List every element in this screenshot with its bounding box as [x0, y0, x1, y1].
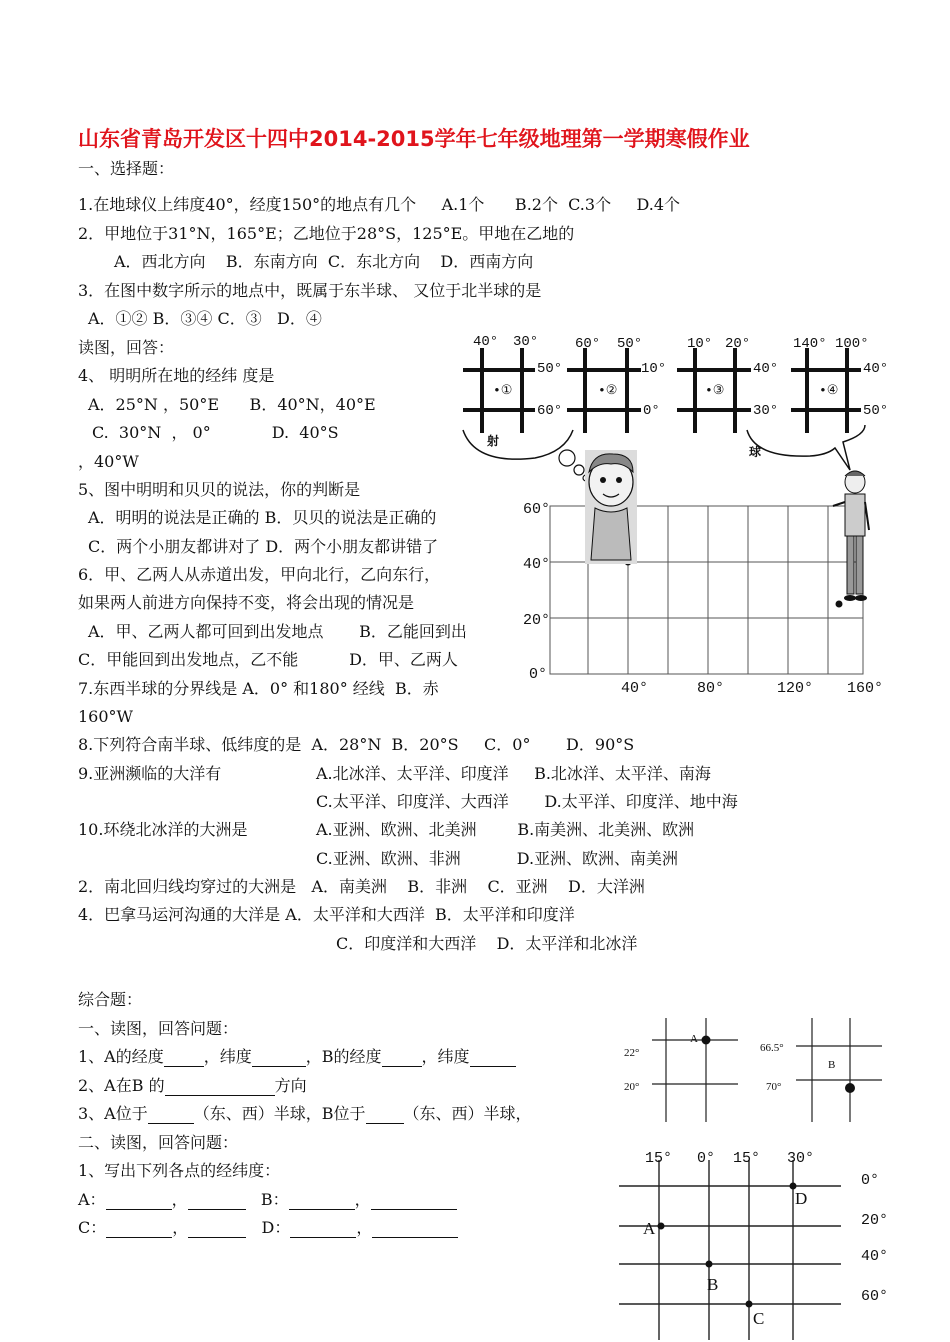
abcd-right-label: 20°	[861, 1212, 889, 1229]
grid-b-lat-label: 70°	[766, 1081, 782, 1093]
grid-1	[463, 334, 562, 433]
answer-blank[interactable]	[289, 1193, 355, 1210]
part2-heading: 二、读图，回答问题：	[78, 1133, 239, 1152]
abcd-grid-figure	[615, 1142, 890, 1340]
part1-q3: 3、A位于 （东、西）半球，B位于 （东、西）半球，	[78, 1104, 532, 1123]
point-c-label: C	[753, 1309, 765, 1328]
grid-2-top-label: 50°	[617, 336, 643, 352]
question-6-options-ab: A．甲、乙两人都可回到出发地点 B．乙能回到出	[88, 622, 467, 641]
thought-circle	[574, 465, 584, 475]
grid-4-point: •④	[819, 383, 839, 398]
point-a-label: A	[690, 1033, 698, 1045]
chart-y-label: 40°	[523, 556, 551, 573]
section-heading: 一、选择题：	[78, 159, 175, 178]
grid-1-top-label: 30°	[513, 334, 539, 350]
question-1: 1.在地球仪上纬度40°，经度150°的地点有几个 A.1个 B.2个 C.3个 D.4个	[78, 195, 681, 214]
point-a-label: A	[643, 1219, 656, 1238]
answer-row-ab: A： ， B： ，	[78, 1190, 457, 1210]
chart-y-label: 60°	[523, 501, 551, 518]
grid-3-top-label: 10°	[687, 336, 713, 352]
bubble-left	[463, 430, 573, 459]
thought-circle	[559, 450, 575, 466]
grid-2-right-label: 10°	[641, 361, 667, 377]
part1-q1: 1、A的经度 ，纬度 ，B的经度 ，纬度	[78, 1047, 516, 1067]
answer-blank[interactable]	[106, 1193, 172, 1210]
abcd-right-label: 60°	[861, 1288, 889, 1305]
grid-4-top-label: 140°	[793, 336, 827, 352]
grid-1-top-label: 40°	[473, 334, 499, 350]
abcd-top-label: 30°	[787, 1150, 815, 1167]
beibei-point	[836, 601, 843, 608]
grid-4-right-label: 40°	[863, 361, 889, 377]
question-10: 10.环绕北冰洋的大洲是	[78, 820, 248, 839]
beibei-illustration	[833, 471, 869, 601]
question-12-options-cd: C．印度洋和大西洋 D．太平洋和北冰洋	[336, 934, 638, 953]
answer-blank[interactable]	[165, 1079, 275, 1096]
part2-q1: 1、写出下列各点的经纬度：	[78, 1161, 281, 1180]
grid-3-right-label: 40°	[753, 361, 779, 377]
answer-blank[interactable]	[372, 1221, 458, 1238]
question-7-cont: 160°W	[78, 707, 133, 726]
grid-1-point: •①	[493, 383, 513, 398]
question-5-options-cd: C．两个小朋友都讲对了 D．两个小朋友都讲错了	[88, 537, 439, 556]
answer-blank[interactable]	[164, 1050, 204, 1067]
lat-long-chart	[523, 501, 883, 697]
answer-blank[interactable]	[366, 1107, 404, 1124]
comprehensive-heading: 综合题：	[78, 990, 143, 1009]
grid-3-right-label: 30°	[753, 403, 779, 419]
chart-y-label: 0°	[529, 666, 548, 683]
grid-a-lat-label: 20°	[624, 1081, 640, 1093]
abcd-top-label: 0°	[697, 1150, 716, 1167]
answer-blank[interactable]	[470, 1050, 516, 1067]
question-9-options-ab: A.北冰洋、太平洋、印度洋 B.北冰洋、太平洋、南海	[316, 764, 711, 783]
abcd-top-label: 15°	[645, 1150, 673, 1167]
grid-a	[624, 1018, 738, 1122]
point-a	[658, 1223, 665, 1230]
answer-blank[interactable]	[148, 1107, 194, 1124]
question-10-options-cd: C.亚洲、欧洲、非洲 D.亚洲、欧洲、南美洲	[316, 849, 679, 868]
point-c	[746, 1301, 753, 1308]
grid-and-kids-figure	[455, 330, 895, 700]
point-a	[702, 1036, 711, 1045]
question-3-options: A．①② B．③④ C．③ D．④	[88, 309, 322, 328]
question-5: 5、图中明明和贝贝的说法，你的判断是	[78, 480, 361, 499]
grid-2	[567, 336, 666, 433]
question-11: 2．南北回归线均穿过的大洲是 A．南美洲 B．非洲 C．亚洲 D．大洋洲	[78, 877, 645, 896]
grid-3	[677, 336, 778, 433]
question-6-options-cd: C．甲能回到出发地点，乙不能 D．甲、乙两人	[78, 650, 458, 669]
read-map-prompt: 读图，回答：	[78, 338, 175, 357]
abcd-right-label: 40°	[861, 1248, 889, 1265]
question-5-options-ab: A．明明的说法是正确的 B．贝贝的说法是正确的	[88, 508, 437, 527]
grid-b-lat-label: 66.5°	[760, 1042, 784, 1054]
question-8: 8.下列符合南半球、低纬度的是 A．28°N B．20°S C．0° D．90°S	[78, 735, 635, 754]
answer-blank[interactable]	[106, 1221, 172, 1238]
question-12: 4．巴拿马运河沟通的大洋是 A．太平洋和大西洋 B．太平洋和印度洋	[78, 905, 575, 924]
grid-2-point: •②	[598, 383, 618, 398]
grid-4-right-label: 50°	[863, 403, 889, 419]
answer-row-cd: C： ， D： ，	[78, 1218, 458, 1238]
grid-3-top-label: 20°	[725, 336, 751, 352]
question-9: 9.亚洲濒临的大洋有	[78, 764, 222, 783]
question-6: 6．甲、乙两人从赤道出发，甲向北行，乙向东行，	[78, 565, 441, 584]
answer-blank[interactable]	[188, 1221, 246, 1238]
answer-blank[interactable]	[252, 1050, 306, 1067]
question-3: 3．在图中数字所示的地点中，既属于东半球、 又位于北半球的是	[78, 281, 542, 300]
bubble-left-text: 射	[487, 434, 500, 448]
point-b	[845, 1083, 855, 1093]
question-6-cont: 如果两人前进方向保持不变，将会出现的情况是	[78, 593, 415, 612]
grid-a-lat-label: 22°	[624, 1047, 640, 1059]
point-d-label: D	[795, 1189, 808, 1208]
answer-blank[interactable]	[290, 1221, 356, 1238]
ab-grid-figure	[610, 1010, 890, 1126]
part1-heading: 一、读图，回答问题：	[78, 1019, 239, 1038]
grid-1-right-label: 50°	[537, 361, 563, 377]
answer-blank[interactable]	[382, 1050, 422, 1067]
chart-x-label: 160°	[847, 680, 884, 697]
part1-q2: 2、A在B 的 方向	[78, 1076, 307, 1095]
chart-x-label: 120°	[777, 680, 814, 697]
abcd-right-label: 0°	[861, 1172, 880, 1189]
grid-2-top-label: 60°	[575, 336, 601, 352]
question-10-options-ab: A.亚洲、欧洲、北美洲 B.南美洲、北美洲、欧洲	[316, 820, 695, 839]
page-title: 山东省青岛开发区十四中2014-2015学年七年级地理第一学期寒假作业	[78, 127, 750, 151]
grid-1-right-label: 60°	[537, 403, 563, 419]
point-b-label: B	[828, 1059, 836, 1071]
question-2-options: A．西北方向 B．东南方向 C．东北方向 D．西南方向	[114, 252, 534, 271]
grid-b	[760, 1018, 882, 1122]
bubble-right-text: 球	[749, 445, 762, 459]
grid-3-point: •③	[705, 383, 725, 398]
question-7: 7.东西半球的分界线是 A．0° 和180° 经线 B．赤	[78, 679, 439, 698]
question-9-options-cd: C.太平洋、印度洋、大西洋 D.太平洋、印度洋、地中海	[316, 792, 738, 811]
grid-2-right-label: 0°	[643, 403, 660, 419]
abcd-top-label: 15°	[733, 1150, 761, 1167]
question-4-options-cd-cont: ，40°W	[78, 452, 139, 471]
answer-blank[interactable]	[188, 1193, 246, 1210]
answer-blank[interactable]	[371, 1193, 457, 1210]
mingming-illustration	[585, 450, 637, 564]
point-b	[706, 1261, 713, 1268]
chart-y-label: 20°	[523, 612, 551, 629]
question-4: 4、 明明所在地的经纬 度是	[78, 366, 275, 385]
grid-4-top-label: 100°	[835, 336, 869, 352]
grid-4	[791, 336, 888, 433]
question-4-options-ab: A．25°N ，50°E B．40°N，40°E	[88, 395, 376, 414]
chart-x-label: 40°	[621, 680, 649, 697]
chart-x-label: 80°	[697, 680, 725, 697]
question-4-options-cd: C. 30°N ， 0° D. 40°S	[92, 423, 339, 442]
question-2: 2．甲地位于31°N，165°E；乙地位于28°S，125°E。甲地在乙地的	[78, 224, 575, 243]
point-b-label: B	[707, 1275, 719, 1294]
